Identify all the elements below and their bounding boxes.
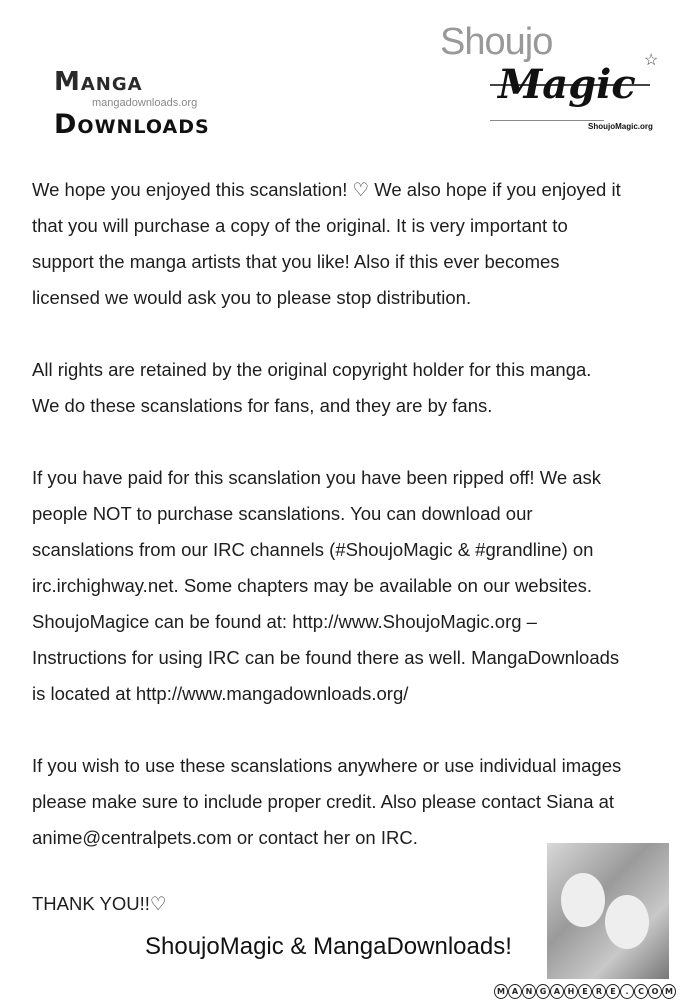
text-line: people NOT to purchase scanslations. You can download our (32, 503, 533, 524)
logo-manga-url: mangadownloads.org (92, 97, 198, 109)
credits-text (32, 172, 672, 892)
thank-you-text: THANK YOU!!♡ (32, 893, 167, 914)
paragraph (32, 748, 672, 856)
text-line: licensed we would ask you to please stop distribution. (32, 287, 472, 308)
signoff-text: ShoujoMagic & MangaDownloads! (145, 933, 512, 960)
manga-downloads-logo (54, 68, 264, 140)
text-line: that you will purchase a copy of the original. It is very important to (32, 215, 568, 236)
star-icon: ☆ (644, 52, 659, 69)
text-line: All rights are retained by the original copyright holder for this manga. (32, 359, 592, 380)
logo-divider-2 (490, 120, 604, 121)
text-line: ShoujoMagice can be found at: http://www.ShoujoMagic.org – (32, 611, 537, 632)
logo-manga-text: Manga (54, 67, 143, 97)
watermark-letter: . (620, 984, 634, 999)
watermark-letter: G (536, 984, 550, 999)
text-line: If you wish to use these scanslations anywhere or use individual images (32, 755, 622, 776)
logo-shoujo-url: ShoujoMagic.org (588, 122, 653, 131)
watermark-letter: H (564, 984, 578, 999)
text-line: If you have paid for this scanslation you have been ripped off! We ask (32, 467, 602, 488)
text-line: scanslations from our IRC channels (#ShoujoMagic & #grandline) on (32, 539, 594, 560)
watermark-letter: E (606, 984, 620, 999)
text-line: is located at http://www.mangadownloads.org/ (32, 683, 409, 704)
watermark-letter: M (662, 984, 676, 999)
paragraph (32, 460, 672, 712)
watermark-letter: A (550, 984, 564, 999)
logo-shoujo-text: Shoujo (440, 21, 553, 63)
logo-magic-text: Magic (498, 61, 636, 108)
watermark-letter: A (508, 984, 522, 999)
mangahere-watermark (494, 984, 676, 1000)
watermark-letter: R (592, 984, 606, 999)
shoujo-magic-logo (438, 22, 678, 152)
logo-downloads-text: Downloads (54, 109, 210, 140)
watermark-letter: C (634, 984, 648, 999)
text-line: We do these scanslations for fans, and they are by fans. (32, 395, 493, 416)
watermark-letter: N (522, 984, 536, 999)
watermark-letter: E (578, 984, 592, 999)
text-line: Instructions for using IRC can be found there as well. MangaDownloads (32, 647, 620, 668)
text-line: irc.irchighway.net. Some chapters may be available on our websites. (32, 575, 593, 596)
paragraph (32, 352, 672, 424)
paragraph (32, 172, 672, 316)
text-line: please make sure to include proper credit. Also please contact Siana at (32, 791, 615, 812)
manga-illustration (547, 843, 669, 979)
watermark-letter: O (648, 984, 662, 999)
text-line: anime@centralpets.com or contact her on IRC. (32, 827, 418, 848)
watermark-letter: M (494, 984, 508, 999)
text-line: We hope you enjoyed this scanslation! ♡ We also hope if you enjoyed it (32, 179, 621, 200)
text-line: support the manga artists that you like! Also if this ever becomes (32, 251, 560, 272)
